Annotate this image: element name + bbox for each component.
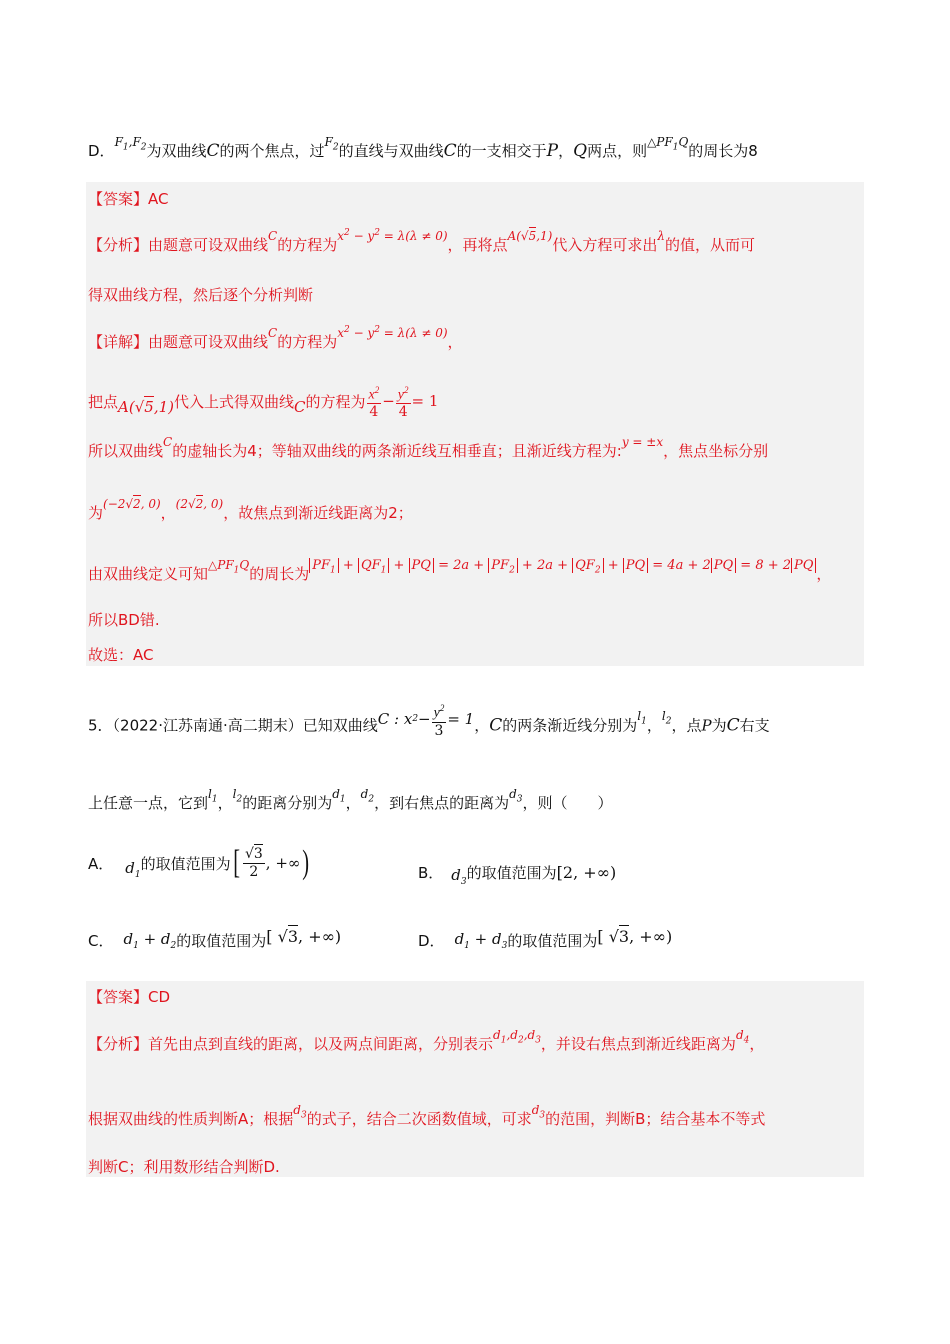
q5-answer: 【答案】CD [88,988,171,1006]
math-asymptote: y = ±x [621,435,664,449]
math-focus-left: (−2√2, 0) [103,497,161,511]
q5-option-b[interactable]: B． $d_3$ 的取值范围为 [2, +∞) [418,863,617,887]
math-equation-lambda: x2 − y2 = λ(λ ≠ 0) [337,228,448,243]
q4-final: 故选：AC [88,646,154,664]
q4-analysis-line2: 得双曲线方程，然后逐个分析判断 [88,286,314,304]
math-hyperbola-c: C : x 2 − $\frac{y^2}{3}$ = 1 [378,700,474,739]
q5-analysis-line2: 根据双曲线的性质判断A；根据$^{d_3}$的式子，结合二次函数值域，可求$^{d_3}$的范围，判断B；结合基本不等式 [88,1103,766,1128]
q4-detail-line4: 为$^{(-2√2, 0)}$，$^{(2√2, 0)}$，故焦点到渐近线距离为2； [88,497,413,522]
math-focus-right: (2√2, 0) [175,497,224,511]
prev-option-d: D．$^{F_1,F_2}$为双曲线C的两个焦点，过$^{F_2}$的直线与双曲线C的一支相交于P，Q两点，则$^{\triangle PF_1Q}$的周长为8 [88,135,758,161]
q4-detail-line5: 由双曲线定义可知$^{\triangle PF_1Q}$的周长为 $PF_1 + QF_1$ + PQ = $2a + PF_2 + 2a + QF_2$ + PQ = 4a + 2 PQ = 8 + 2 PQ ， [88,558,832,583]
q5-solution-block [86,981,864,1177]
fraction-y2-over-4: $\frac{y^2}{4}$ [396,382,411,421]
q4-detail-line3: 所以双曲线$^C$的虚轴长为4；等轴双曲线的两条渐近线互相垂直；且渐近线方程为:$^{y = \pm x}$，焦点坐标分别 [88,435,769,460]
math-perimeter: $PF_1 + QF_1$ + PQ = $2a + PF_2 + 2a + QF_2$ + PQ = 4a + 2 PQ = 8 + 2 PQ [309,558,816,573]
math-f1-f2: F1,F2 [114,135,147,153]
q4-analysis-line1: 【分析】由题意可设双曲线$^C$的方程为$^{x^2 - y^2 = \lambda(\lambda \ne 0)}$，再将点$^{A(√5,1)}$代入方程可求出$^\lambda$的值，从而可 [88,228,755,254]
q4-detail-line6: 所以BD错. [88,611,160,629]
q5-option-d[interactable]: D． $d_1 + d_3$ 的取值范围为 [ √3, +∞) [418,927,673,951]
q4-detail-line1: 【详解】由题意可设双曲线$^C$的方程为$^{x^2 - y^2 = \lambda(\lambda \ne 0)}$， [88,325,463,351]
q5-stem-line2: 上任意一点，它到$^{l_1}$，$^{l_2}$的距离分别为$^{d_1}$，$^{d_2}$，到右焦点的距离为$^{d_3}$，则（ ） [88,787,613,812]
q5-stem-line1: 5．（2022·江苏南通·高二期末）已知双曲线C : x 2 − $\frac{y^2}{3}$ = 1，C的两条渐近线分别为$^{l_1}$，$^{l_2}$，点P为C右支 [88,706,864,745]
q5-analysis-line3: 判断C；利用数形结合判断D. [88,1158,280,1176]
q4-answer: 【答案】AC [88,190,169,208]
q5-option-a[interactable]: A． $d_1$ 的取值范围为 [ $\frac{√3}{2}$ , +∞ ) [88,844,310,881]
math-triangle-pf1q: △PF1Q [647,135,689,153]
fraction-x2-over-4: $\frac{x^2}{4}$ [367,382,382,421]
q4-detail-line2: 把点 A(√5,1) 代入上式得双曲线 C 的方程为 $\frac{x^2}{4}$ − $\frac{y^2}{4}$ = 1 [88,384,864,418]
math-point-a: A(√5,1) [507,229,553,243]
q5-analysis-line1: 【分析】首先由点到直线的距离，以及两点间距离，分别表示$^{d_1,d_2,d_3}$，并设右焦点到渐近线距离为$^{d_4}$， [88,1028,765,1053]
q5-option-c[interactable]: C． $d_1 + d_2$ 的取值范围为 [ √3, +∞) [88,927,342,951]
math-f2: F2 [324,135,339,153]
